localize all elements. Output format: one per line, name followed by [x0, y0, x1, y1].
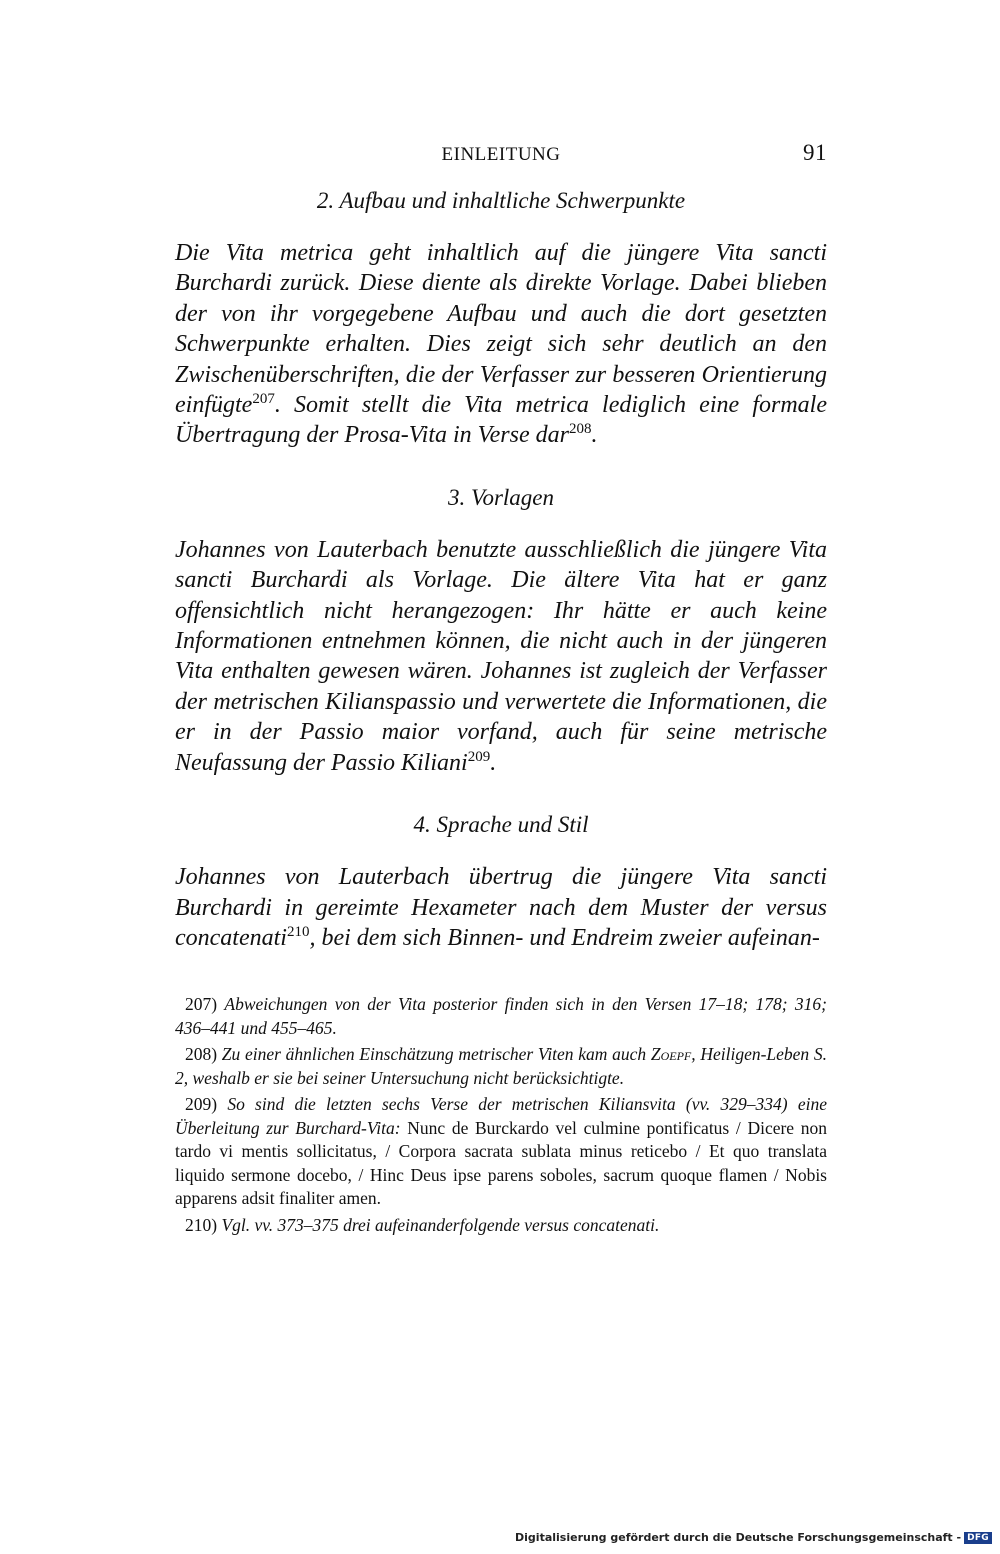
body-text: Johannes von Lauterbach übertrug die jüngere Vita sancti Burchardi in gereimte Hexameter nach dem Muster der versus concatenati	[175, 864, 827, 951]
credit-text: Digitalisierung gefördert durch die Deutsche Forschungsgemeinschaft -	[515, 1531, 962, 1544]
section-heading-aufbau: 2. Aufbau und inhaltliche Schwerpunkte	[316, 188, 686, 213]
footnote-text: , Heiligen-Leben S. 2, weshalb er sie bei seiner Untersuchung nicht berücksichtigte.	[175, 1044, 828, 1088]
body-text: Johannes von Lauterbach benutzte ausschließlich die jüngere Vita sancti Burchardi als Vorlage. Die ältere Vita hat er ganz offensichtlich nicht herangezogen: Ihr hätte er auch keine Informationen entnehmen können, die nicht auch in der jüngeren Vita enthalten gewesen wären. Johannes ist zugleich der Verfasser der metrischen Kilianspassio und verwertete die Informationen, die er in der Passio maior vorfand, auch für seine metrische Neufassung der Passio Kiliani	[175, 536, 827, 776]
digitization-credit	[515, 1531, 992, 1544]
footnote-author: Zoepf	[650, 1044, 692, 1065]
footnote-number: 207)	[185, 994, 218, 1015]
body-text: Die Vita metrica geht inhaltlich auf die jüngere Vita sancti Burchardi zurück. Diese diente als direkte Vorlage. Dabei blieben der von ihr vorgegebene Aufbau und auch die dort gesetzten Schwerpunkte erhalten. Dies zeigt sich sehr deutlich an den Zwischenüberschriften, die der Verfasser zur besseren Orientierung einfügte	[175, 240, 827, 419]
section-heading-sprache: 4. Sprache und Stil	[413, 812, 589, 838]
page-number: 91	[803, 140, 827, 165]
footnote-ref-207: 207	[252, 391, 275, 408]
footnote-210	[175, 1214, 827, 1238]
footnote-number: 208)	[185, 1044, 218, 1065]
body-text: .	[490, 749, 497, 776]
body-text: , bei dem sich Binnen- und Endreim zweier aufeinan-	[309, 924, 820, 951]
footnote-ref-209: 209	[467, 748, 491, 765]
section-body-aufbau	[175, 238, 827, 451]
footnote-209	[175, 1093, 827, 1211]
footnotes	[175, 993, 827, 1237]
footnote-208	[175, 1043, 827, 1090]
body-text: .	[591, 422, 598, 449]
footnote-ref-208: 208	[568, 421, 592, 438]
running-header	[175, 140, 827, 170]
footnote-207	[175, 993, 827, 1040]
footnote-quote: Nunc de Burckardo vel culmine pontificatus / Dicere non tardo vi mentis sollicitatus, / Corpora sacrata sublata minus reticebo / Et quo translata liquido sermone docebo, / Hinc Deus ipse parens soboles, sacrum quoque flamen / Nobis apparens adsit finaliter amen.	[175, 1117, 827, 1209]
footnote-text: Zu einer ähnlichen Einschätzung metrischer Viten kam auch	[221, 1044, 647, 1065]
footnote-number: 210)	[185, 1214, 218, 1235]
section-body-vorlagen	[175, 535, 827, 778]
section-body-sprache	[175, 862, 827, 953]
section-heading-vorlagen: 3. Vorlagen	[447, 484, 555, 510]
body-text: . Somit stellt die Vita metrica lediglich eine formale Übertragung der Prosa-Vita in Verse dar	[175, 392, 827, 449]
footnote-number: 209)	[185, 1094, 218, 1115]
dfg-logo-icon: DFG	[964, 1532, 992, 1544]
footnote-ref-210: 210	[286, 923, 310, 940]
book-page	[175, 140, 827, 1240]
footnote-text: Abweichungen von der Vita posterior finden sich in den Versen 17–18; 178; 316; 436–441 und 455–465.	[175, 994, 827, 1038]
footnote-text: So sind die letzten sechs Verse der metrischen Kiliansvita (vv. 329–334) eine Überleitung zur Burchard-Vita:	[175, 1094, 827, 1138]
running-title: EINLEITUNG	[441, 144, 561, 165]
footnote-text: Vgl. vv. 373–375 drei aufeinanderfolgende versus concatenati.	[221, 1214, 660, 1235]
